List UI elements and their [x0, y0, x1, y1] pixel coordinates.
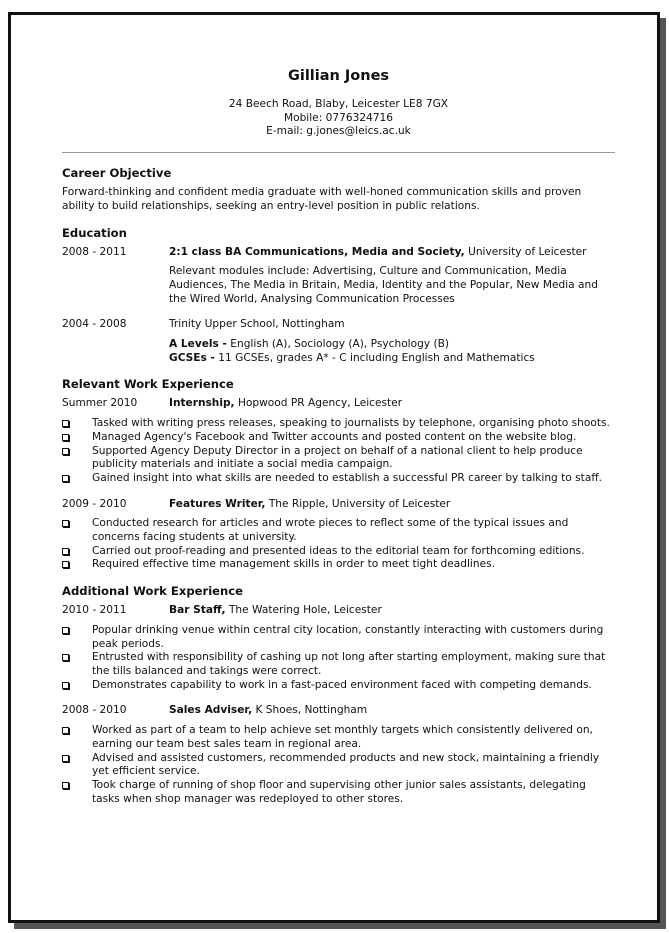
list-item: Popular drinking venue within central city location, constantly interacting with customers during peak periods. [62, 624, 615, 651]
cv-content [62, 67, 615, 818]
education-entry [62, 246, 615, 307]
job-employer: The Watering Hole, Leicester [225, 604, 382, 617]
header-divider [62, 152, 615, 153]
square-bullet-icon [62, 448, 69, 455]
job-title: Internship, [169, 397, 235, 410]
square-bullet-icon [62, 520, 69, 527]
job-employer: K Shoes, Nottingham [252, 704, 368, 717]
additional-experience-heading: Additional Work Experience [62, 584, 244, 599]
job-title: Sales Adviser, [169, 704, 253, 717]
cv-name: Gillian Jones [287, 68, 390, 84]
job-title: Features Writer, [169, 497, 266, 510]
job-entry [62, 397, 615, 485]
entry-detail [169, 318, 615, 365]
job-entry [62, 704, 615, 806]
square-bullet-icon [62, 654, 69, 661]
gcse-text: 11 GCSEs, grades A* - C including English and Mathematics [214, 351, 535, 364]
job-date: 2009 - 2010 [62, 497, 127, 510]
square-bullet-icon [62, 561, 69, 568]
education-section [62, 226, 615, 366]
job-title: Bar Staff, [169, 604, 226, 617]
institution: Trinity Upper School, Nottingham [169, 318, 345, 331]
degree-title: 2:1 class BA Communications, Media and Society, [169, 245, 465, 258]
square-bullet-icon [62, 755, 69, 762]
list-item: Advised and assisted customers, recommended products and new stock, maintaining a friendly yet efficient service. [62, 752, 615, 779]
career-objective-text: Forward-thinking and confident media graduate with well-honed communication skills and proven ability to build relationships, seeking an entry-level position in public relations. [62, 186, 582, 212]
list-item: Worked as part of a team to help achieve set monthly targets which consistently delivered on, earning our team best sales team in regional area. [62, 724, 615, 751]
job-date: 2010 - 2011 [62, 604, 127, 617]
list-item: Took charge of running of shop floor and supervising other junior sales assistants, delegating tasks when shop manager was redeployed to other stores. [62, 779, 615, 806]
education-entry [62, 318, 615, 365]
list-item: Required effective time management skills in order to meet tight deadlines. [62, 558, 615, 572]
job-duties [62, 517, 615, 572]
entry-detail [169, 246, 615, 307]
square-bullet-icon [62, 627, 69, 634]
mobile: Mobile: 0776324716 [283, 111, 394, 124]
alevel-text: English (A), Sociology (A), Psychology (B) [226, 338, 449, 351]
relevant-experience-section [62, 377, 615, 572]
additional-experience-section [62, 584, 615, 806]
list-item: Carried out proof-reading and presented ideas to the editorial team for forthcoming editions. [62, 545, 615, 559]
square-bullet-icon [62, 548, 69, 555]
list-item: Managed Agency's Facebook and Twitter accounts and posted content on the website blog. [62, 431, 615, 445]
career-objective-heading: Career Objective [62, 166, 172, 181]
square-bullet-icon [62, 682, 69, 689]
modules-text: Relevant modules include: Advertising, Culture and Communication, Media Audiences, The Media in Britain, Media, Identity and the Popular, New Media and the Wired World, Analysing Communication Processes [169, 265, 598, 305]
square-bullet-icon [62, 782, 69, 789]
education-heading: Education [62, 225, 127, 240]
list-item: Gained insight into what skills are needed to establish a successful PR career by talking to staff. [62, 472, 615, 486]
institution: University of Leicester [464, 245, 587, 258]
document-page [8, 12, 660, 923]
email: E-mail: g.jones@leics.ac.uk [266, 125, 411, 138]
job-employer: The Ripple, University of Leicester [265, 497, 451, 510]
job-date: 2008 - 2010 [62, 704, 127, 717]
address: 24 Beech Road, Blaby, Leicester LE8 7GX [228, 98, 449, 110]
job-duties [62, 624, 615, 693]
job-employer: Hopwood PR Agency, Leicester [234, 397, 403, 410]
square-bullet-icon [62, 727, 69, 734]
list-item: Tasked with writing press releases, speaking to journalists by telephone, organising photo shoots. [62, 417, 615, 431]
square-bullet-icon [62, 434, 69, 441]
entry-date: 2004 - 2008 [62, 318, 127, 331]
square-bullet-icon [62, 475, 69, 482]
contact-block [62, 98, 615, 139]
job-header [62, 604, 615, 618]
job-header [62, 498, 615, 512]
alevel-label: A Levels - [169, 338, 227, 351]
career-objective-section [62, 166, 615, 213]
job-header [62, 704, 615, 718]
job-entry [62, 604, 615, 692]
square-bullet-icon [62, 420, 69, 427]
entry-date: 2008 - 2011 [62, 245, 127, 258]
job-duties [62, 724, 615, 806]
job-header [62, 397, 615, 411]
list-item: Entrusted with responsibility of cashing up not long after starting employment, making sure that the tills balanced and takings were correct. [62, 651, 615, 678]
relevant-experience-heading: Relevant Work Experience [62, 377, 234, 392]
job-date: Summer 2010 [62, 397, 138, 410]
job-duties [62, 417, 615, 486]
job-entry [62, 498, 615, 573]
list-item: Demonstrates capability to work in a fast-paced environment faced with competing demands. [62, 679, 615, 693]
list-item: Conducted research for articles and wrote pieces to reflect some of the typical issues and concerns facing students at university. [62, 517, 615, 544]
gcse-label: GCSEs - [169, 351, 215, 364]
list-item: Supported Agency Deputy Director in a project on behalf of a national client to help produce publicity materials and initiate a social media campaign. [62, 445, 615, 472]
